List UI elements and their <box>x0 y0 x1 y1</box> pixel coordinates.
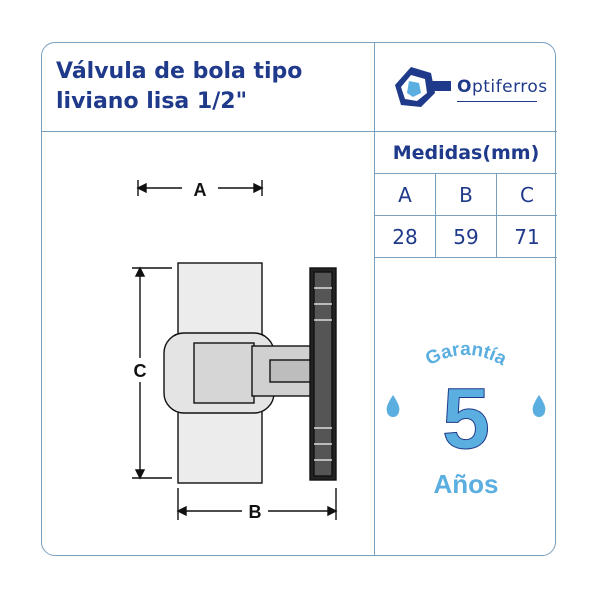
value-a: 28 <box>375 216 436 257</box>
measurements-table <box>375 131 557 258</box>
brand-name-rest: ptiferros <box>471 77 548 97</box>
column-a-header: A <box>375 174 436 215</box>
hexagon-logo-icon <box>385 65 459 111</box>
droplet-right-icon <box>533 395 546 417</box>
value-c: 71 <box>514 224 540 249</box>
warranty-badge <box>375 315 557 515</box>
brand-logo <box>375 43 557 131</box>
measurements-header: Medidas(mm) <box>375 132 557 174</box>
title-divider <box>42 131 374 132</box>
value-b: 59 <box>436 216 497 257</box>
measurements-column-row <box>375 174 557 216</box>
dimension-b-label: B <box>248 502 262 522</box>
dimension-a-label: A <box>193 180 207 200</box>
measurements-value-row <box>375 216 557 258</box>
brand-name <box>457 77 548 97</box>
droplet-left-icon <box>387 395 400 417</box>
product-spec-card <box>41 42 556 556</box>
valve-body <box>164 263 320 483</box>
dimension-c-label: C <box>133 361 147 381</box>
warranty-unit: Años <box>433 469 499 499</box>
product-title-line1: Válvula de bola tipo <box>56 59 303 84</box>
warranty-label: Garantía <box>422 338 510 371</box>
column-b-header: B <box>436 174 497 215</box>
warranty-number: 5 <box>442 371 490 467</box>
valve-handle <box>310 268 336 480</box>
brand-underline <box>457 101 537 102</box>
product-title-line2: liviano lisa 1/2" <box>56 89 248 114</box>
valve-drawing <box>82 168 362 522</box>
product-title <box>56 57 366 117</box>
column-c-header: C <box>520 182 534 207</box>
brand-name-prefix: O <box>457 77 472 97</box>
